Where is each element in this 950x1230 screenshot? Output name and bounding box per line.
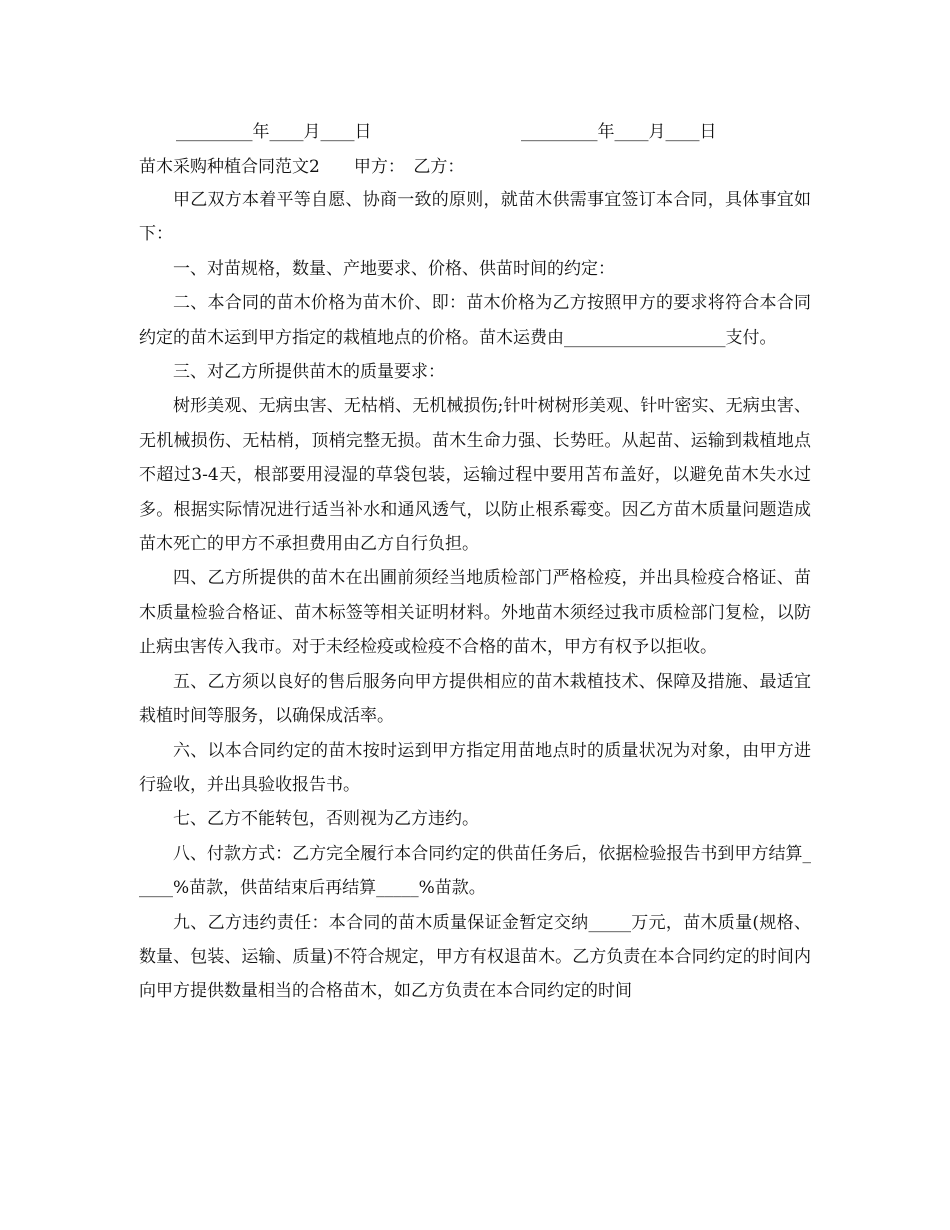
contract-body [139, 183, 811, 1009]
paragraph-clause-7: 七、乙方不能转包，否则视为乙方违约。 [173, 809, 479, 830]
paragraph-quality-requirements: 树形美观、无病虫害、无枯梢、无机械损伤;针叶树树形美观、针叶密实、无病虫害、无机械损伤、无枯梢，顶梢完整无损。苗木生命力强、长势旺。从起苗、运输到栽植地点不超过3-4天，根部要用浸湿的草袋包装，运输过程中要用苫布盖好，以避免苗木失水过多。根据实际情况进行适当补水和通风透气，以防止根系霉变。因乙方苗木质量问题造成苗木死亡的甲方不承担费用由乙方自行负担。 [139, 396, 811, 555]
document-title: 苗木采购种植合同范文2 甲方： 乙方： [139, 157, 465, 177]
paragraph-intro: 甲乙双方本着平等自愿、协商一致的原则，就苗木供需事宜签订本合同，具体事宜如下： [139, 190, 811, 245]
paragraph-clause-8: 八、付款方式：乙方完全履行本合同约定的供苗任务后，依据检验报告书到甲方结算_____%苗款，供苗结束后再结算_____%苗款。 [139, 843, 811, 899]
paragraph-clause-4: 四、乙方所提供的苗木在出圃前须经当地质检部门严格检疫，并出具检疫合格证、苗木质量检验合格证、苗木标签等相关证明材料。外地苗木须经过我市质检部门复检，以防止病虫害传入我市。对于未经检疫或检疫不合格的苗木，甲方有权予以拒收。 [139, 568, 811, 658]
date-line-left: _________年____月____日 [176, 122, 372, 142]
paragraph-clause-3: 三、对乙方所提供苗木的质量要求： [173, 362, 445, 383]
paragraph-clause-2: 二、本合同的苗木价格为苗木价、即：苗木价格为乙方按照甲方的要求将符合本合同约定的苗木运到甲方指定的栽植地点的价格。苗木运费由___________________支付。 [139, 293, 811, 348]
paragraph-clause-9: 九、乙方违约责任：本合同的苗木质量保证金暂定交纳_____万元，苗木质量(规格、数量、包装、运输、质量)不符合规定，甲方有权退苗木。乙方负责在本合同约定的时间内向甲方提供数量相当的合格苗木，如乙方负责在本合同约定的时间 [139, 912, 811, 1002]
paragraph-clause-1: 一、对苗规格，数量、产地要求、价格、供苗时间的约定： [173, 258, 615, 279]
paragraph-clause-5: 五、乙方须以良好的售后服务向甲方提供相应的苗木栽植技术、保障及措施、最适宜栽植时间等服务，以确保成活率。 [139, 671, 811, 727]
paragraph-clause-6: 六、以本合同约定的苗木按时运到甲方指定用苗地点时的质量状况为对象，由甲方进行验收，并出具验收报告书。 [139, 740, 811, 795]
date-line-right: _________年____月____日 [521, 122, 717, 142]
